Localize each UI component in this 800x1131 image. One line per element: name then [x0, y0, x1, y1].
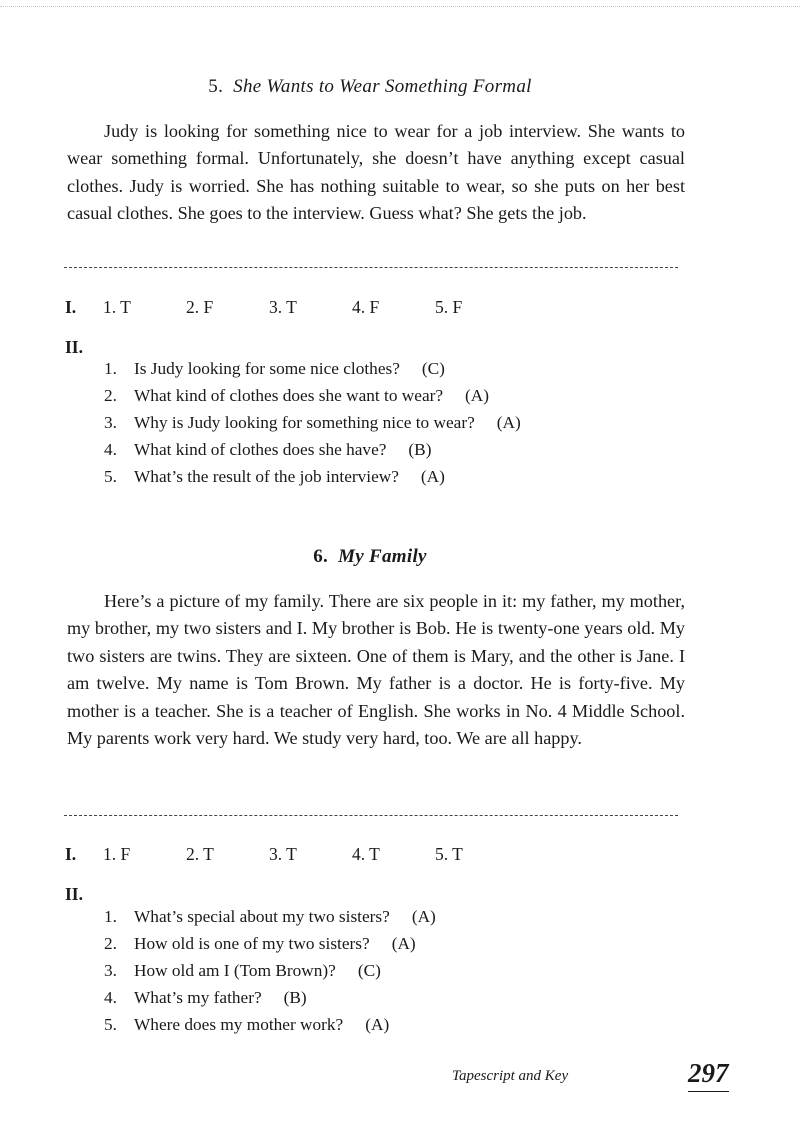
question-text: How old is one of my two sisters? [134, 934, 370, 953]
question-list [104, 903, 436, 1038]
list-item [104, 1011, 436, 1038]
answer-key: (B) [283, 988, 307, 1007]
part-2-label: II. [65, 884, 83, 904]
answer: 2. T [186, 844, 214, 864]
list-item [104, 382, 521, 409]
question-number: 2. [104, 386, 117, 405]
question-number: 5. [104, 467, 117, 486]
list-item [104, 463, 521, 490]
question-text: What’s the result of the job interview? [134, 467, 399, 486]
part-1-label: I. [65, 844, 77, 864]
divider [64, 267, 678, 268]
answer: 1. F [103, 844, 131, 864]
question-text: What’s my father? [134, 988, 262, 1007]
answer: 1. T [103, 297, 131, 317]
section-title-text: She Wants to Wear Something Formal [233, 76, 532, 97]
answer-key: (A) [465, 386, 490, 405]
question-number: 2. [104, 934, 117, 953]
question-number: 1. [104, 359, 117, 378]
question-list [104, 355, 521, 490]
running-footer: Tapescript and Key [452, 1068, 569, 1084]
answer-key: (A) [411, 907, 436, 926]
page-number: 297 [688, 1058, 729, 1092]
question-text: How old am I (Tom Brown)? [134, 961, 336, 980]
list-item [104, 930, 436, 957]
answer: 4. F [352, 297, 380, 317]
list-item [104, 355, 521, 382]
section-6-title [0, 546, 740, 568]
question-number: 4. [104, 440, 117, 459]
question-text: Why is Judy looking for something nice to wear? [134, 413, 475, 432]
question-number: 1. [104, 907, 117, 926]
question-text: Where does my mother work? [134, 1015, 344, 1034]
list-item [104, 903, 436, 930]
answer-key: (C) [357, 961, 381, 980]
section-number: 5. [208, 76, 224, 97]
part-1-answers [65, 844, 518, 865]
part-2-label: II. [65, 337, 83, 357]
scan-edge [0, 6, 800, 7]
divider [64, 815, 678, 816]
section-number: 6. [313, 546, 329, 567]
answer-key: (A) [391, 934, 416, 953]
answer: 5. T [435, 844, 463, 864]
question-text: What kind of clothes does she have? [134, 440, 387, 459]
answer: 5. F [435, 297, 463, 317]
section-title-text: My Family [338, 546, 427, 567]
section-5-paragraph: Judy is looking for something nice to wear for a job interview. She wants to wear something formal. Unfortunately, she doesn’t have anything except casual clothes. Judy is worried. She has nothing suitable to wear, so she puts on her best casual clothes. She goes to the interview. Guess what? She gets the job. [67, 121, 685, 224]
section-6-paragraph: Here’s a picture of my family. There are six people in it: my father, my mother, my brother, my two sisters and I. My brother is Bob. He is twenty-one years old. My two sisters are twins. They are sixteen. One of them is Mary, and the other is Jane. I am twelve. My name is Tom Brown. My father is a doctor. He is forty-five. My mother is a teacher. She is a teacher of English. She works in No. 4 Middle School. My parents work very hard. We study very hard, too. We are all happy. [67, 591, 685, 749]
answer-key: (B) [408, 440, 432, 459]
list-item [104, 409, 521, 436]
answer: 3. T [269, 297, 297, 317]
list-item [104, 957, 436, 984]
question-number: 3. [104, 961, 117, 980]
list-item [104, 436, 521, 463]
question-number: 4. [104, 988, 117, 1007]
answer-key: (A) [365, 1015, 390, 1034]
question-number: 3. [104, 413, 117, 432]
section-5-title [0, 76, 740, 98]
part-1-label: I. [65, 297, 77, 317]
question-text: What’s special about my two sisters? [134, 907, 390, 926]
question-number: 5. [104, 1015, 117, 1034]
answer-key: (C) [421, 359, 445, 378]
question-text: What kind of clothes does she want to wear? [134, 386, 444, 405]
list-item [104, 984, 436, 1011]
answer: 4. T [352, 844, 380, 864]
question-text: Is Judy looking for some nice clothes? [134, 359, 400, 378]
answer-key: (A) [496, 413, 521, 432]
answer: 3. T [269, 844, 297, 864]
answer-key: (A) [420, 467, 445, 486]
part-1-answers [65, 297, 518, 318]
answer: 2. F [186, 297, 214, 317]
